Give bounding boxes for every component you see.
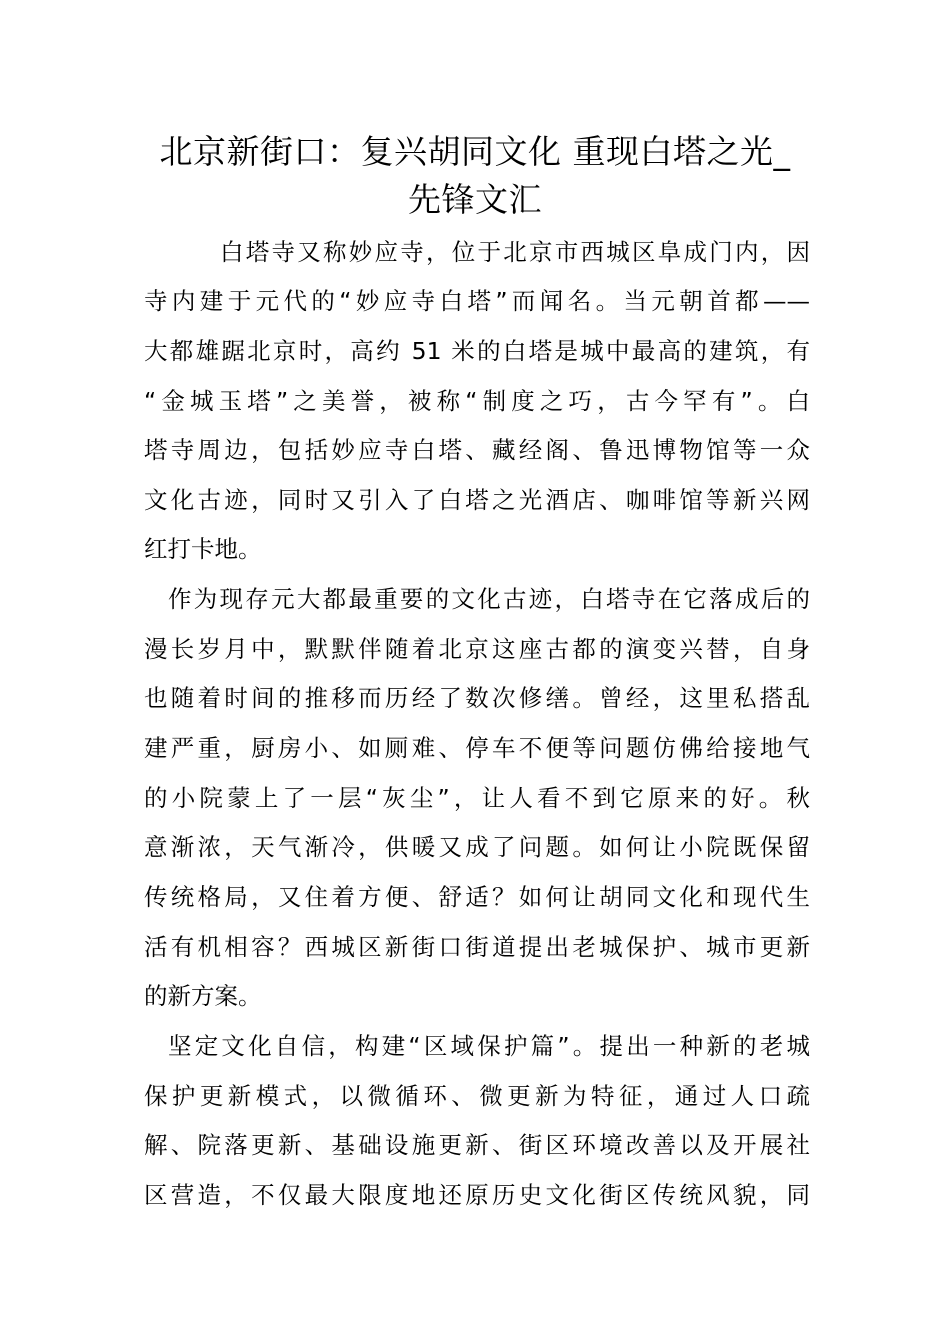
paragraph-3-line: 坚定文化自信，构建“区域保护篇”。提出一种新的老城 [168,1032,810,1060]
paragraph-2-line: 传统格局，又住着方便、舒适？如何让胡同文化和现代生 [144,883,810,911]
paragraph-1-line: 大都雄踞北京时，高约 51 米的白塔是城中最高的建筑，有 [144,337,810,365]
paragraph-2-line: 建严重，厨房小、如厕难、停车不便等问题仿佛给接地气 [144,734,810,762]
paragraph-2-line: 的小院蒙上了一层“灰尘”，让人看不到它原来的好。秋 [144,784,810,812]
title-line-2: 先锋文汇 [408,180,542,219]
paragraph-2-line: 漫长岁月中，默默伴随着北京这座古都的演变兴替，自身 [144,635,810,663]
paragraph-1-line: 白塔寺又称妙应寺，位于北京市西城区阜成门内，因 [220,238,810,266]
paragraph-2-line: 也随着时间的推移而历经了数次修缮。曾经，这里私搭乱 [144,684,810,712]
title-line-1: 北京新街口：复兴胡同文化 重现白塔之光_ [159,132,791,171]
paragraph-2-line: 的新方案。 [144,982,262,1010]
paragraph-1-line: 寺内建于元代的“妙应寺白塔”而闻名。当元朝首都—— [144,287,810,315]
document-title [120,128,830,224]
paragraph-2-line: 作为现存元大都最重要的文化古迹，白塔寺在它落成后的 [168,585,810,613]
paragraph-1-line: 文化古迹，同时又引入了白塔之光酒店、咖啡馆等新兴网 [144,486,810,514]
paragraph-3-line: 解、院落更新、基础设施更新、街区环境改善以及开展社 [144,1131,810,1159]
paragraph-3-line: 保护更新模式，以微循环、微更新为特征，通过人口疏 [144,1082,810,1110]
paragraph-1-line: 塔寺周边，包括妙应寺白塔、藏经阁、鲁迅博物馆等一众 [144,436,810,464]
paragraph-2-line: 活有机相容？西城区新街口街道提出老城保护、城市更新 [144,933,810,961]
paragraph-3-line: 区营造，不仅最大限度地还原历史文化街区传统风貌，同 [144,1181,810,1209]
paragraph-1-line: 红打卡地。 [144,535,262,563]
paragraph-1-line: “金城玉塔”之美誉，被称“制度之巧，古今罕有”。白 [144,387,810,415]
paragraph-2-line: 意渐浓，天气渐冷，供暖又成了问题。如何让小院既保留 [144,833,810,861]
